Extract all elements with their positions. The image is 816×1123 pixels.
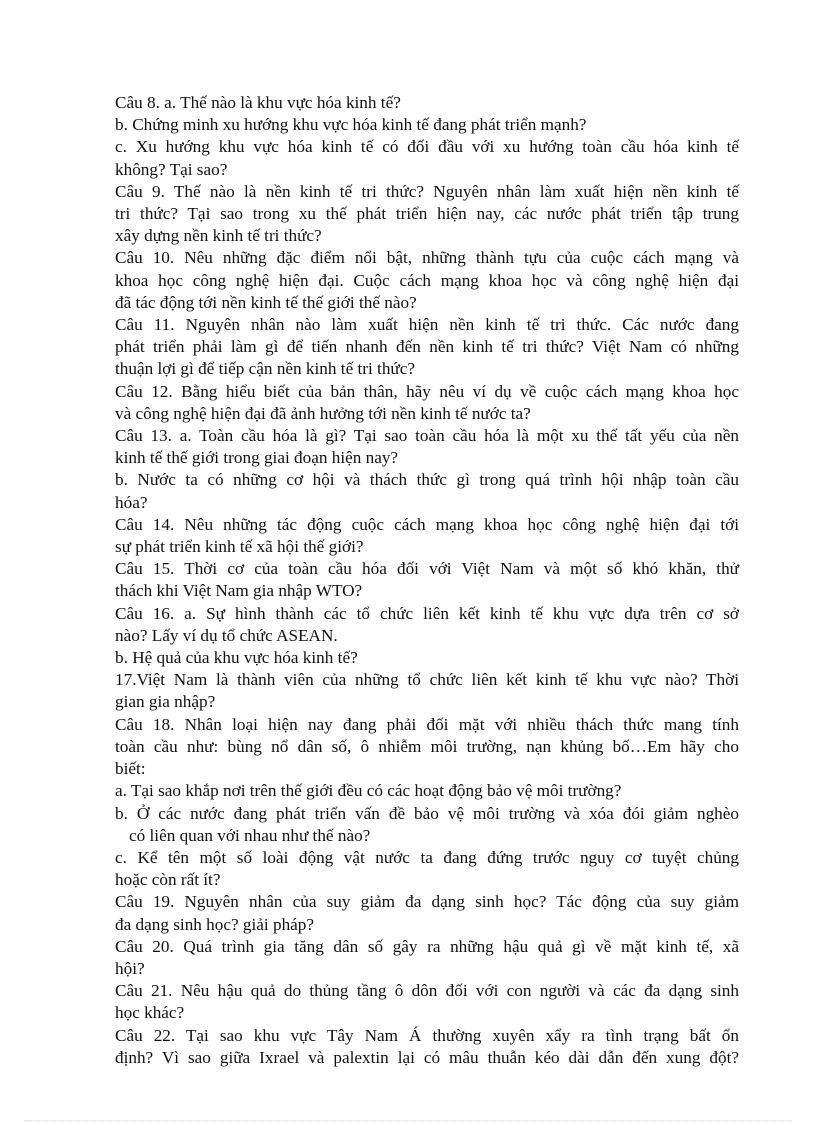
text-line: khoa học công nghệ hiện đại. Cuộc cách mạng khoa học và công nghệ hiện đại [115, 270, 739, 290]
text-line: c. Kể tên một số loài động vật nước ta đang đứng trước nguy cơ tuyệt chủng [115, 847, 739, 867]
text-line: b. Chứng minh xu hướng khu vực hóa kinh tế đang phát triển mạnh? [115, 115, 587, 135]
text-line: thuận lợi gì để tiếp cận nền kinh tế tri thức? [115, 359, 416, 379]
text-line: có liên quan với nhau như thế nào? [129, 825, 371, 845]
text-line: Câu 12. Bằng hiểu biết của bản thân, hãy nêu ví dụ về cuộc cách mạng khoa học [115, 381, 739, 401]
text-line: b. Hệ quả của khu vực hóa kinh tế? [115, 648, 358, 668]
text-line: Câu 16. a. Sự hình thành các tổ chức liên kết kinh tế khu vực dựa trên cơ sở [115, 603, 739, 623]
text-line: Câu 13. a. Toàn cầu hóa là gì? Tại sao toàn cầu hóa là một xu thế tất yếu của nền [115, 426, 739, 446]
text-line: Câu 19. Nguyên nhân của suy giảm đa dạng sinh học? Tác động của suy giảm [115, 892, 739, 912]
text-line: nào? Lấy ví dụ tổ chức ASEAN. [115, 625, 338, 645]
text-line: không? Tại sao? [115, 159, 228, 179]
text-line: định? Vì sao giữa Ixrael và palextin lại có mâu thuẫn kéo dài dẫn đến xung đột? [115, 1047, 739, 1067]
text-line: Câu 22. Tại sao khu vực Tây Nam Á thường xuyên xẩy ra tình trạng bất ổn [115, 1025, 739, 1045]
text-line: hoặc còn rất ít? [115, 870, 221, 890]
text-line: đã tác động tới nền kinh tế thế giới thế nào? [115, 292, 417, 312]
text-line: Câu 15. Thời cơ của toàn cầu hóa đối với Việt Nam và một số khó khăn, thử [115, 559, 739, 579]
text-line: gian gia nhập? [115, 692, 216, 712]
text-line: thách khi Việt Nam gia nhập WTO? [115, 581, 363, 601]
text-line: đa dạng sinh học? giải pháp? [115, 914, 315, 934]
text-line: a. Tại sao khắp nơi trên thế giới đều có các hoạt động bảo vệ môi trường? [115, 781, 622, 801]
text-line: Câu 18. Nhân loại hiện nay đang phải đối mặt với nhiều thách thức mang tính [115, 714, 739, 734]
text-line: Câu 11. Nguyên nhân nào làm xuất hiện nền kinh tế tri thức. Các nước đang [115, 315, 739, 335]
text-line: b. Ở các nước đang phát triển vấn đề bảo vệ môi trường và xóa đói giảm nghèo [115, 803, 739, 823]
text-line: học khác? [115, 1003, 185, 1023]
text-line: kinh tế thế giới trong giai đoạn hiện nay? [115, 448, 399, 468]
text-line: phát triển phải làm gì để tiến nhanh đến nền kinh tế tri thức? Việt Nam có những [115, 337, 739, 357]
text-line: toàn cầu như: bùng nổ dân số, ô nhiễm môi trường, nạn khủng bố…Em hãy cho [115, 736, 739, 756]
text-line: sự phát triển kinh tế xã hội thế giới? [115, 537, 364, 557]
text-line: Câu 9. Thế nào là nền kinh tế tri thức? Nguyên nhân làm xuất hiện nền kinh tế [115, 181, 739, 201]
text-line: b. Nước ta có những cơ hội và thách thức gì trong quá trình hội nhập toàn cầu [115, 470, 739, 490]
text-line: Câu 8. a. Thế nào là khu vực hóa kinh tế? [115, 93, 401, 112]
text-line: Câu 10. Nêu những đặc điểm nổi bật, những thành tựu của cuộc cách mạng và [115, 248, 739, 268]
text-line: hóa? [115, 492, 148, 512]
text-line: 17.Việt Nam là thành viên của những tổ chức liên kết kinh tế khu vực nào? Thời [115, 670, 739, 690]
text-line: Câu 20. Quá trình gia tăng dân số gây ra những hậu quả gì về mặt kinh tế, xã [115, 936, 739, 956]
page-bottom-rule [24, 1120, 792, 1121]
text-line: Câu 14. Nêu những tác động cuộc cách mạng khoa học công nghệ hiện đại tới [115, 514, 739, 534]
text-line: xây dựng nền kinh tế tri thức? [115, 226, 322, 246]
document-body [115, 92, 739, 1069]
text-line: Câu 21. Nêu hậu quả do thủng tầng ô dôn đối với con người và các đa dạng sinh [115, 981, 739, 1001]
text-line: tri thức? Tại sao trong xu thế phát triển hiện nay, các nước phát triển tập trung [115, 204, 739, 224]
text-line: và công nghệ hiện đại đã ảnh hưởng tới nền kinh tế nước ta? [115, 403, 531, 423]
text-line: biết: [115, 759, 146, 779]
text-line: c. Xu hướng khu vực hóa kinh tế có đối đầu với xu hướng toàn cầu hóa kinh tế [115, 137, 739, 157]
text-line: hội? [115, 958, 145, 978]
